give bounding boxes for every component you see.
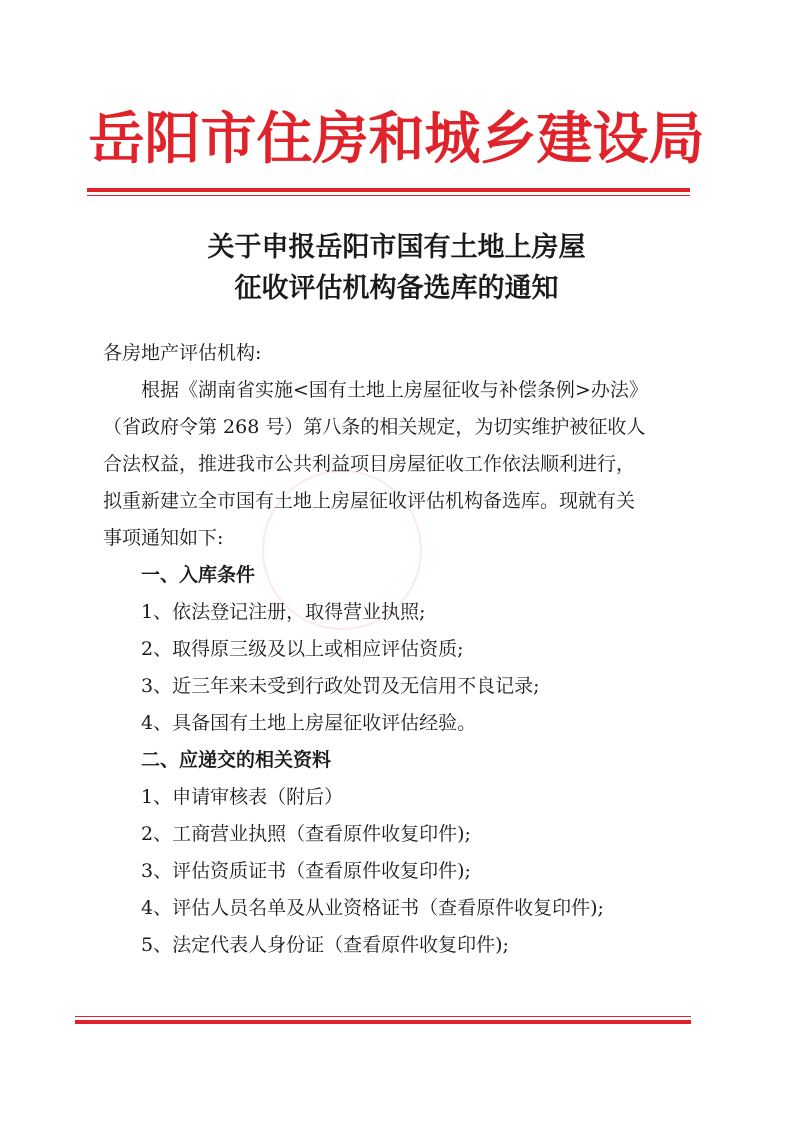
intro-line-1: 根据《湖南省实施<国有土地上房屋征收与补偿条例>办法》 bbox=[141, 379, 648, 401]
section-1-item: 4、具备国有土地上房屋征收评估经验。 bbox=[141, 712, 477, 734]
intro-line-3: 合法权益，推进我市公共利益项目房屋征收工作依法顺利进行， bbox=[103, 453, 636, 475]
section-1-heading: 一、入库条件 bbox=[141, 564, 256, 586]
section-1-item: 3、近三年来未受到行政处罚及无信用不良记录; bbox=[141, 675, 540, 697]
section-1-item: 2、取得原三级及以上或相应评估资质; bbox=[141, 638, 464, 660]
section-1-item: 1、依法登记注册，取得营业执照; bbox=[141, 601, 426, 623]
section-2-item: 2、工商营业执照（查看原件收复印件); bbox=[141, 823, 471, 845]
section-2-item: 5、法定代表人身份证（查看原件收复印件); bbox=[141, 934, 509, 956]
footer-rule-thin bbox=[75, 1016, 691, 1017]
letterhead-org-name: 岳阳市住房和城乡建设局 bbox=[88, 106, 705, 172]
section-2-item: 1、申请审核表（附后） bbox=[141, 786, 344, 808]
footer-rule-thick bbox=[75, 1020, 691, 1024]
section-2-heading: 二、应递交的相关资料 bbox=[141, 749, 332, 771]
letterhead-rule-thick bbox=[87, 188, 690, 192]
document-title-line-1: 关于申报岳阳市国有土地上房屋 bbox=[207, 232, 586, 263]
section-2-item: 4、评估人员名单及从业资格证书（查看原件收复印件); bbox=[141, 897, 604, 919]
document-title-line-2: 征收评估机构备选库的通知 bbox=[234, 273, 559, 304]
letterhead-rule-thin bbox=[87, 195, 690, 196]
salutation: 各房地产评估机构: bbox=[103, 342, 262, 364]
intro-line-4: 拟重新建立全市国有土地上房屋征收评估机构备选库。现就有关 bbox=[103, 490, 636, 512]
intro-line-5: 事项通知如下: bbox=[103, 527, 224, 549]
section-2-item: 3、评估资质证书（查看原件收复印件); bbox=[141, 860, 471, 882]
intro-line-2: （省政府令第 268 号）第八条的相关规定，为切实维护被征收人 bbox=[103, 416, 646, 438]
